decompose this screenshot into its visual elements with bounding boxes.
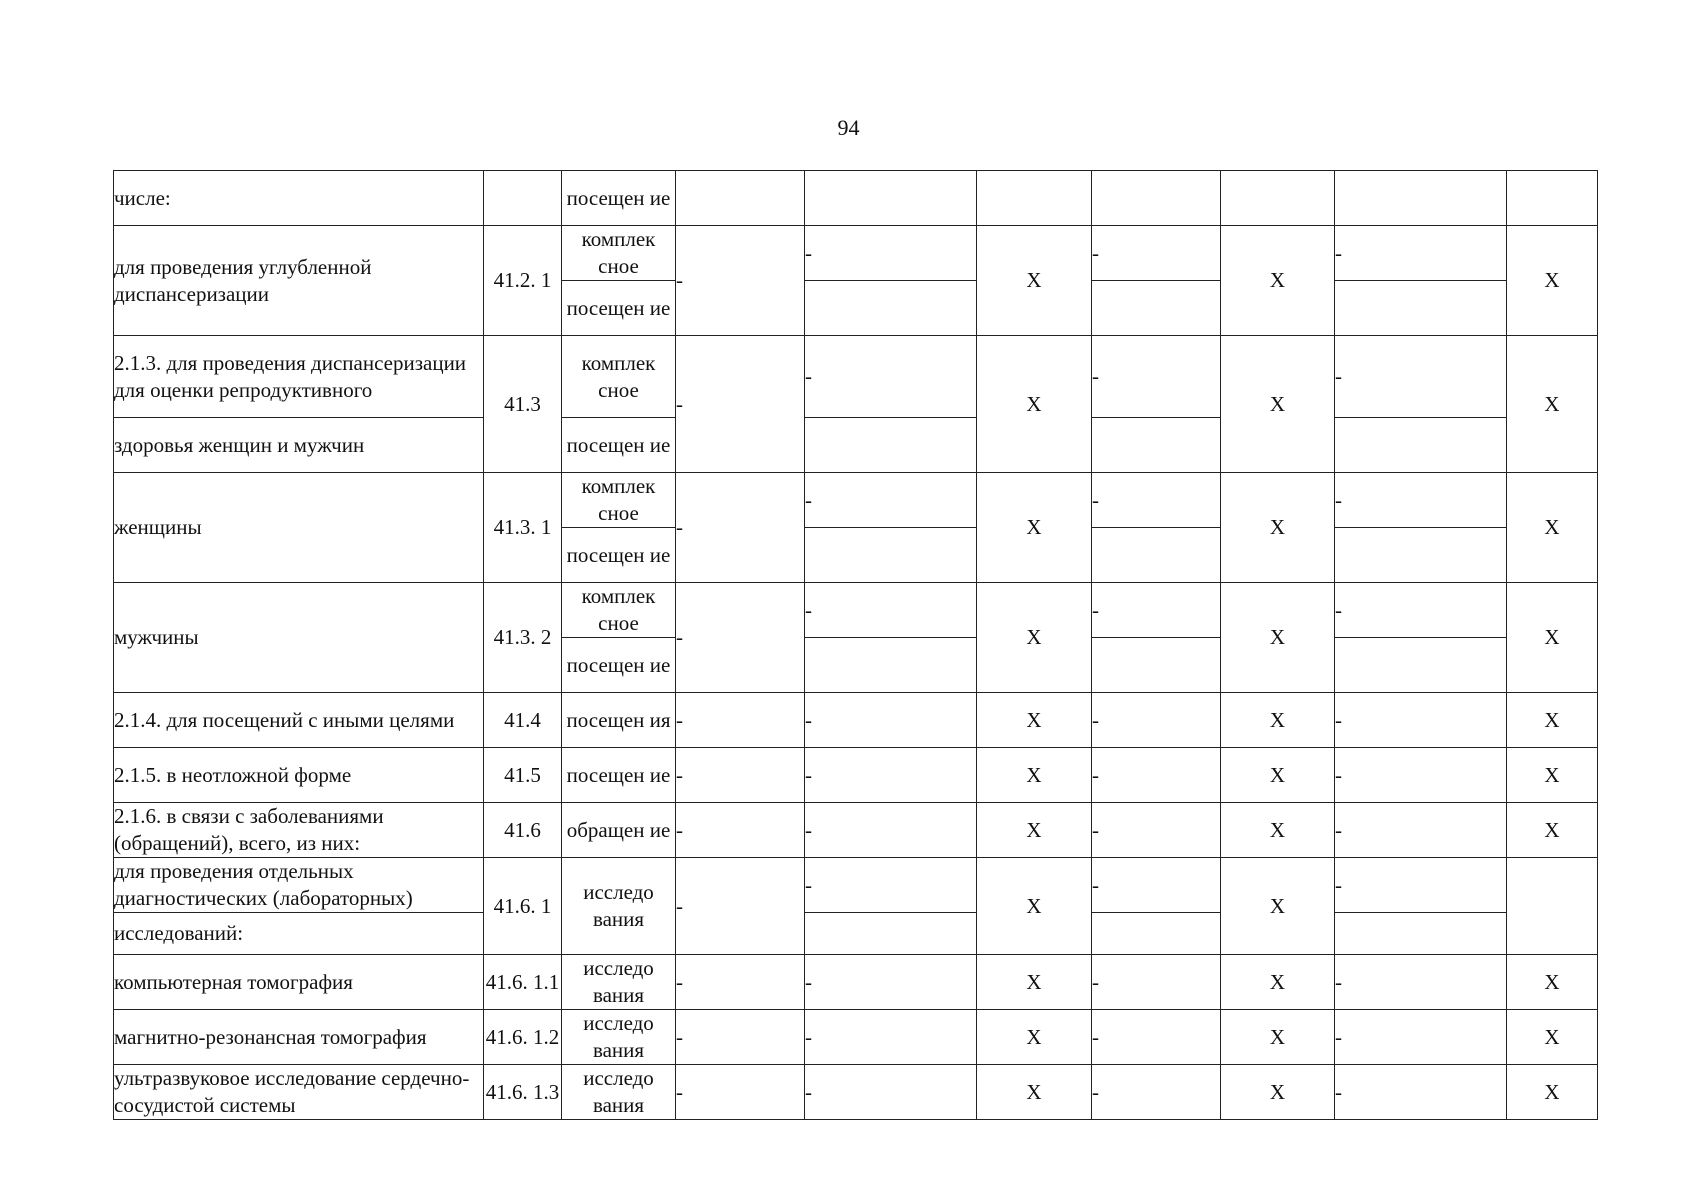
value-dash: -: [1092, 858, 1221, 913]
row-code: 41.2. 1: [484, 226, 562, 336]
value-dash: -: [676, 1065, 805, 1120]
row-unit: посещен ие: [562, 528, 676, 583]
value-mark: X: [977, 803, 1092, 858]
value-mark: X: [977, 1010, 1092, 1065]
value-dash: [1335, 171, 1507, 226]
row-unit: комплек сное: [562, 473, 676, 528]
value-dash: -: [1092, 1010, 1221, 1065]
table-row: [114, 336, 1598, 418]
row-name: для проведения отдельных диагностических (лабораторных): [114, 858, 484, 913]
value-dash: -: [1335, 226, 1507, 281]
row-name: 2.1.6. в связи с заболеваниями (обращений), всего, из них:: [114, 803, 484, 858]
table-row: [114, 583, 1598, 638]
value-dash: -: [1335, 1010, 1507, 1065]
value-mark: [1507, 171, 1598, 226]
value-cell: [805, 638, 977, 693]
value-dash: -: [676, 858, 805, 955]
value-mark: X: [1221, 583, 1335, 693]
table-body: [114, 171, 1598, 1120]
value-mark: X: [977, 693, 1092, 748]
value-cell: [1092, 913, 1221, 955]
value-mark: X: [1507, 1065, 1598, 1120]
row-code: 41.6: [484, 803, 562, 858]
value-mark: X: [977, 748, 1092, 803]
value-dash: -: [1335, 583, 1507, 638]
value-dash: -: [676, 1010, 805, 1065]
value-dash: -: [676, 693, 805, 748]
value-dash: -: [1092, 226, 1221, 281]
value-dash: -: [805, 748, 977, 803]
value-dash: -: [1092, 803, 1221, 858]
value-mark: X: [977, 583, 1092, 693]
value-dash: -: [1335, 955, 1507, 1010]
value-dash: -: [1092, 583, 1221, 638]
page-number: 94: [837, 115, 860, 140]
row-unit: комплек сное: [562, 583, 676, 638]
value-dash: -: [1092, 1065, 1221, 1120]
row-unit: обращен ие: [562, 803, 676, 858]
value-mark: X: [977, 1065, 1092, 1120]
row-name: компьютерная томография: [114, 955, 484, 1010]
value-cell: [1092, 281, 1221, 336]
value-cell: [1335, 528, 1507, 583]
value-dash: -: [1092, 336, 1221, 418]
row-code: 41.6. 1.3: [484, 1065, 562, 1120]
value-mark: X: [1221, 748, 1335, 803]
row-code: 41.6. 1.2: [484, 1010, 562, 1065]
value-mark: X: [977, 858, 1092, 955]
value-mark: X: [1507, 1010, 1598, 1065]
row-unit: исследо вания: [562, 1010, 676, 1065]
value-dash: -: [805, 336, 977, 418]
value-mark: X: [1507, 226, 1598, 336]
row-name: 2.1.4. для посещений с иными целями: [114, 693, 484, 748]
value-mark: X: [1221, 803, 1335, 858]
value-mark: X: [1507, 748, 1598, 803]
value-mark: X: [977, 226, 1092, 336]
value-dash: -: [1335, 336, 1507, 418]
value-dash: -: [676, 955, 805, 1010]
value-cell: [805, 281, 977, 336]
table-row: [114, 473, 1598, 528]
row-name: 2.1.3. для проведения диспансеризации для оценки репродуктивного: [114, 336, 484, 418]
value-cell: [805, 913, 977, 955]
value-dash: -: [1335, 693, 1507, 748]
value-mark: X: [1507, 473, 1598, 583]
row-code: 41.6. 1.1: [484, 955, 562, 1010]
row-name: для проведения углубленной диспансеризации: [114, 226, 484, 336]
value-mark: X: [1221, 955, 1335, 1010]
value-dash: -: [676, 473, 805, 583]
value-mark: X: [977, 955, 1092, 1010]
value-dash: [1092, 171, 1221, 226]
value-mark: [1221, 171, 1335, 226]
value-cell: [805, 418, 977, 473]
value-mark: X: [1507, 583, 1598, 693]
value-mark: X: [1507, 693, 1598, 748]
table-row: [114, 955, 1598, 1010]
table-row: [114, 1065, 1598, 1120]
value-mark: X: [1221, 473, 1335, 583]
value-dash: -: [1335, 803, 1507, 858]
value-dash: -: [1335, 1065, 1507, 1120]
row-unit: исследо вания: [562, 858, 676, 955]
row-name: магнитно-резонансная томография: [114, 1010, 484, 1065]
row-unit: посещен ие: [562, 418, 676, 473]
value-mark: X: [1221, 336, 1335, 473]
value-dash: -: [676, 748, 805, 803]
value-dash: -: [676, 336, 805, 473]
row-unit: комплек сное: [562, 336, 676, 418]
value-mark: X: [1507, 336, 1598, 473]
table-row: [114, 913, 1598, 955]
value-dash: -: [805, 858, 977, 913]
value-mark: X: [1507, 803, 1598, 858]
value-cell: [1092, 638, 1221, 693]
value-dash: -: [1092, 473, 1221, 528]
table-row: [114, 418, 1598, 473]
table-row: [114, 693, 1598, 748]
row-name: 2.1.5. в неотложной форме: [114, 748, 484, 803]
row-unit: посещен ие: [562, 638, 676, 693]
value-cell: [1092, 418, 1221, 473]
value-dash: -: [676, 803, 805, 858]
value-cell: [1092, 528, 1221, 583]
row-code: [484, 171, 562, 226]
row-name-continued: здоровья женщин и мужчин: [114, 418, 484, 473]
value-dash: -: [1335, 473, 1507, 528]
value-dash: -: [805, 1065, 977, 1120]
value-dash: -: [676, 583, 805, 693]
value-mark: X: [1221, 1010, 1335, 1065]
row-unit: исследо вания: [562, 955, 676, 1010]
value-dash: -: [805, 693, 977, 748]
value-dash: -: [805, 1010, 977, 1065]
row-name: женщины: [114, 473, 484, 583]
value-mark: [1507, 858, 1598, 955]
value-dash: -: [1335, 748, 1507, 803]
row-name: числе:: [114, 171, 484, 226]
value-cell: [1335, 638, 1507, 693]
row-unit: посещен ие: [562, 281, 676, 336]
row-name: мужчины: [114, 583, 484, 693]
value-mark: X: [1221, 1065, 1335, 1120]
value-mark: X: [1221, 693, 1335, 748]
row-name: ультразвуковое исследование сердечно-сосудистой системы: [114, 1065, 484, 1120]
value-mark: X: [1221, 858, 1335, 955]
value-cell: [805, 528, 977, 583]
value-cell: [1335, 418, 1507, 473]
value-mark: [977, 171, 1092, 226]
row-code: 41.3. 2: [484, 583, 562, 693]
value-dash: -: [805, 473, 977, 528]
value-dash: -: [805, 226, 977, 281]
row-code: 41.4: [484, 693, 562, 748]
value-mark: X: [977, 336, 1092, 473]
value-dash: -: [1092, 748, 1221, 803]
table-row: [114, 748, 1598, 803]
value-dash: [805, 171, 977, 226]
statistics-table: [113, 170, 1598, 1120]
row-code: 41.3. 1: [484, 473, 562, 583]
value-dash: -: [1335, 858, 1507, 913]
table-row: [114, 171, 1598, 226]
value-mark: X: [1221, 226, 1335, 336]
value-cell: [1335, 281, 1507, 336]
table-row: [114, 226, 1598, 281]
value-dash: -: [1092, 693, 1221, 748]
value-cell: [1335, 913, 1507, 955]
table-row: [114, 1010, 1598, 1065]
value-dash: -: [805, 803, 977, 858]
value-dash: -: [676, 226, 805, 336]
value-dash: [676, 171, 805, 226]
table-row: [114, 858, 1598, 913]
row-unit: посещен ия: [562, 693, 676, 748]
value-dash: -: [1092, 955, 1221, 1010]
row-code: 41.3: [484, 336, 562, 473]
row-code: 41.5: [484, 748, 562, 803]
row-unit: посещен ие: [562, 171, 676, 226]
row-unit: исследо вания: [562, 1065, 676, 1120]
row-unit: комплек сное: [562, 226, 676, 281]
row-name-continued: исследований:: [114, 913, 484, 955]
row-code: 41.6. 1: [484, 858, 562, 955]
row-unit: посещен ие: [562, 748, 676, 803]
value-dash: -: [805, 583, 977, 638]
table-row: [114, 803, 1598, 858]
value-mark: X: [977, 473, 1092, 583]
value-dash: -: [805, 955, 977, 1010]
value-mark: X: [1507, 955, 1598, 1010]
